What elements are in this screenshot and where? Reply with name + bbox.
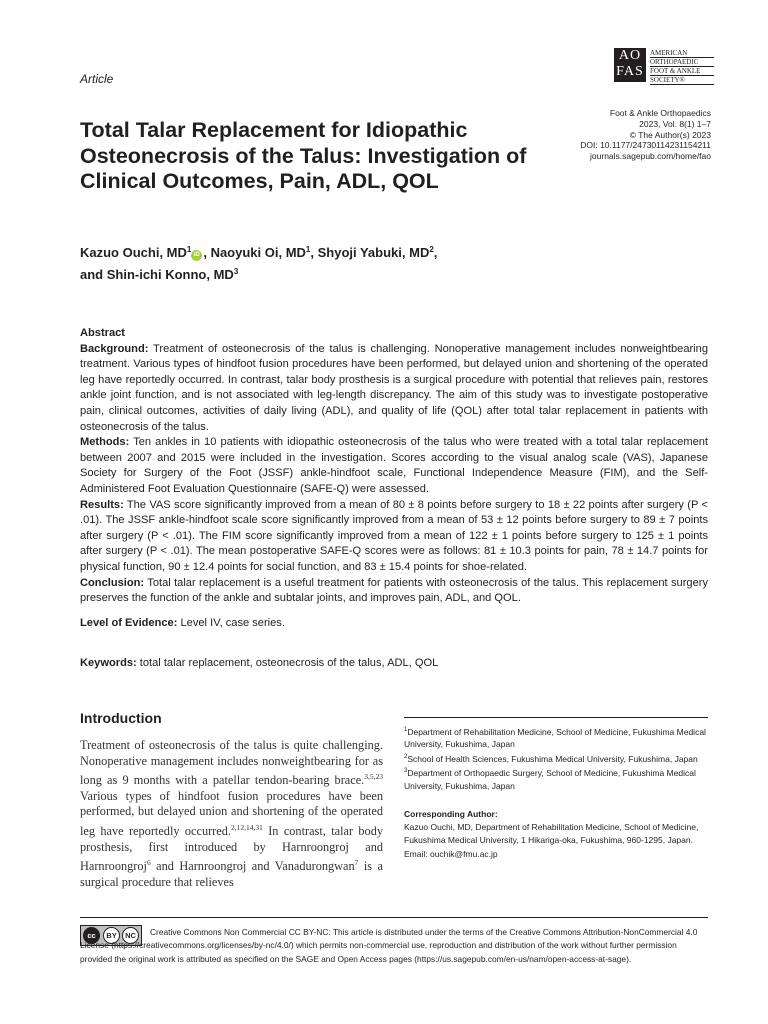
introduction-heading: Introduction xyxy=(80,710,162,726)
citation-ref[interactable]: 6 xyxy=(146,858,151,868)
affiliation-ref: 1 xyxy=(305,245,311,254)
keywords xyxy=(80,656,708,671)
author-list xyxy=(80,240,540,284)
section-text: Level IV, case series. xyxy=(177,617,285,629)
citation-ref[interactable]: 7 xyxy=(354,858,359,868)
nc-icon: NC xyxy=(122,927,139,944)
orcid-icon[interactable]: iD xyxy=(191,250,202,261)
abstract-conclusion xyxy=(80,576,708,607)
citation-ref[interactable]: 3,5,23 xyxy=(364,772,383,782)
author-name: Kazuo Ouchi, MD xyxy=(80,245,187,260)
affiliation-ref: 3 xyxy=(233,267,239,276)
body-text: and Harnroongroj and Vanadurongwan xyxy=(150,859,355,874)
author-name: , Shyoji Yabuki, MD xyxy=(310,245,430,260)
logo-line: SOCIETY® xyxy=(650,76,714,85)
section-label: Methods: xyxy=(80,436,130,449)
journal-info xyxy=(580,108,711,162)
section-text: Total talar replacement is a useful treatment for patients with osteonecrosis of the talus. This replacement surgery preserves the function of the ankle and subtalar joints, and improves pain, ADL, and QOL. xyxy=(80,576,708,605)
affiliation-ref: 1 xyxy=(186,245,192,254)
abstract-background xyxy=(80,342,708,436)
body-text: Treatment of osteonecrosis of the talus is quite challenging. Nonoperative management includes nonweightbearing for as long as 9 months with a patellar tendon-bearing brace. xyxy=(80,738,383,788)
logo-line: AMERICAN xyxy=(650,49,714,58)
level-of-evidence xyxy=(80,616,708,631)
section-text: total talar replacement, osteonecrosis of the talus, ADL, QOL xyxy=(136,657,439,669)
logo-letters-top: AO xyxy=(618,48,642,63)
author-name: and Shin-ichi Konno, MD xyxy=(80,267,234,282)
article-type-label: Article xyxy=(80,72,114,86)
logo-words xyxy=(650,49,714,85)
license-text: Creative Commons Non Commercial CC BY-NC: This article is distributed under the terms of the Creative Commons Attribution-NonCommercial 4.0 License (https://creativecommons.org/licenses/by-nc/4.0/) which permits non-commercial use, reproduction and distribution of the work without further permission provided the original work is attributed as specified on the SAGE and Open Access pages (https://us.sagepub.com/en-us/nam/open-access-at-sage). xyxy=(80,927,698,964)
logo-letters-bottom: FAS xyxy=(616,64,644,79)
section-label: Level of Evidence: xyxy=(80,617,178,629)
abstract-methods xyxy=(80,435,708,497)
journal-volume: 2023, Vol. 8(1) 1–7 xyxy=(639,118,711,129)
affiliation-number: 2 xyxy=(404,754,408,761)
affiliation-divider xyxy=(404,717,708,718)
doi-link[interactable]: DOI: 10.1177/24730114231154211 xyxy=(580,140,711,151)
affiliation-item xyxy=(404,751,708,765)
body-text: is a surgical procedure that relieves xyxy=(80,859,384,890)
affiliation-item xyxy=(404,724,708,751)
affiliation-number: 1 xyxy=(404,727,408,733)
logo-line: FOOT & ANKLE xyxy=(650,67,714,76)
author-name: , Naoyuki Oi, MD xyxy=(203,245,306,260)
section-text: Ten ankles in 10 patients with idiopathic osteonecrosis of the talus who were treated with a total talar replacement between 2007 and 2015 were included in the investigation. Scores according to the visual analog scale (VAS), Japanese Society for Surgery of the Foot (JSSF) ankle-hindfoot scale, Functional Independence Measure (FIM), and the Self-Administered Foot Evaluation Questionnaire (SAFE-Q) were assessed. xyxy=(80,436,708,495)
section-text: Treatment of osteonecrosis of the talus is challenging. Nonoperative management includes nonweightbearing treatment. Various types of hindfoot fusion procedures have been performed, but delayed union and shortening of the operated leg have reportedly occurred. In contrast, talar body prosthesis is a surgical procedure with potential that relieves pain, restores ankle joint function, and is not associated with leg-length discrepancy. The aim of this study was to investigate postoperative pain, clinical outcomes, activities of daily living (ADL), and quality of life (QOL) after total talar replacement in patients with osteonecrosis of the talus. xyxy=(80,342,708,433)
by-icon: BY xyxy=(103,927,120,944)
affiliation-text: Department of Rehabilitation Medicine, School of Medicine, Fukushima Medical University, Fukushima, Japan xyxy=(404,726,706,750)
section-text: The VAS score significantly improved from a mean of 80 ± 8 points before surgery to 18 ± 22 points after surgery (P < .01). The JSSF ankle-hindfoot scale score significantly improved from a mean of 53 ± 12 points before surgery to 89 ± 7 points after surgery (P < .01). The FIM score significantly improved from a mean of 122 ± 1 points before surgery to 125 ± 1 points after surgery (P < .01). The mean postoperative SAFE-Q scores were as follows: 81 ± 10.3 points for pain, 78 ± 14.7 points for physical function, 90 ± 12.4 points for social function, and 83 ± 15.4 points for shoe-related. xyxy=(80,498,708,573)
affiliation-ref: 2 xyxy=(429,245,434,254)
corresponding-body: Kazuo Ouchi, MD, Department of Rehabilitation Medicine, School of Medicine, Fukushima Medical University, 1 Hikariga-oka, Fukushima, 960-1295, Japan. xyxy=(404,822,699,846)
introduction-body xyxy=(80,738,383,891)
abstract xyxy=(80,326,708,607)
affiliation-item xyxy=(404,765,708,792)
corresponding-email[interactable]: Email: ouchik@fmu.ac.jp xyxy=(404,848,498,859)
section-label: Conclusion: xyxy=(80,576,145,589)
citation-ref[interactable]: 2,12,14,31 xyxy=(230,823,263,833)
body-text: In contrast, talar body prosthesis, first introduced by Harnroongroj and Harnroongroj xyxy=(80,824,384,874)
author-separator: , xyxy=(433,245,438,260)
logo-mark xyxy=(614,48,646,82)
society-logo xyxy=(614,48,712,84)
license-divider xyxy=(80,917,708,918)
section-label: Results: xyxy=(80,498,124,511)
affiliation-text: School of Health Sciences, Fukushima Medical University, Fukushima, Japan xyxy=(407,753,698,764)
journal-name: Foot & Ankle Orthopaedics xyxy=(609,108,711,118)
section-label: Keywords: xyxy=(80,657,137,669)
section-label: Background: xyxy=(80,342,149,355)
corresponding-author xyxy=(404,808,708,861)
copyright: © The Author(s) 2023 xyxy=(629,129,711,140)
affiliation-text: Department of Orthopaedic Surgery, School of Medicine, Fukushima Medical University, Fukushima, Japan xyxy=(404,768,696,791)
affiliations xyxy=(404,724,708,792)
corresponding-heading: Corresponding Author: xyxy=(404,809,498,819)
abstract-results xyxy=(80,498,708,576)
abstract-heading: Abstract xyxy=(80,327,126,339)
journal-url[interactable]: journals.sagepub.com/home/fao xyxy=(590,151,711,162)
article-title: Total Talar Replacement for Idiopathic Osteonecrosis of the Talus: Investigation of Clinical Outcomes, Pain, ADL, QOL xyxy=(80,118,527,193)
affiliation-number: 3 xyxy=(404,768,408,775)
body-text: Various types of hindfoot fusion procedures have been performed, but delayed union and shortening of the operated leg have reportedly occurred. xyxy=(80,788,383,839)
cc-icon: cc xyxy=(83,927,100,944)
logo-line: ORTHOPAEDIC xyxy=(650,58,714,67)
license-text-block xyxy=(80,926,708,966)
